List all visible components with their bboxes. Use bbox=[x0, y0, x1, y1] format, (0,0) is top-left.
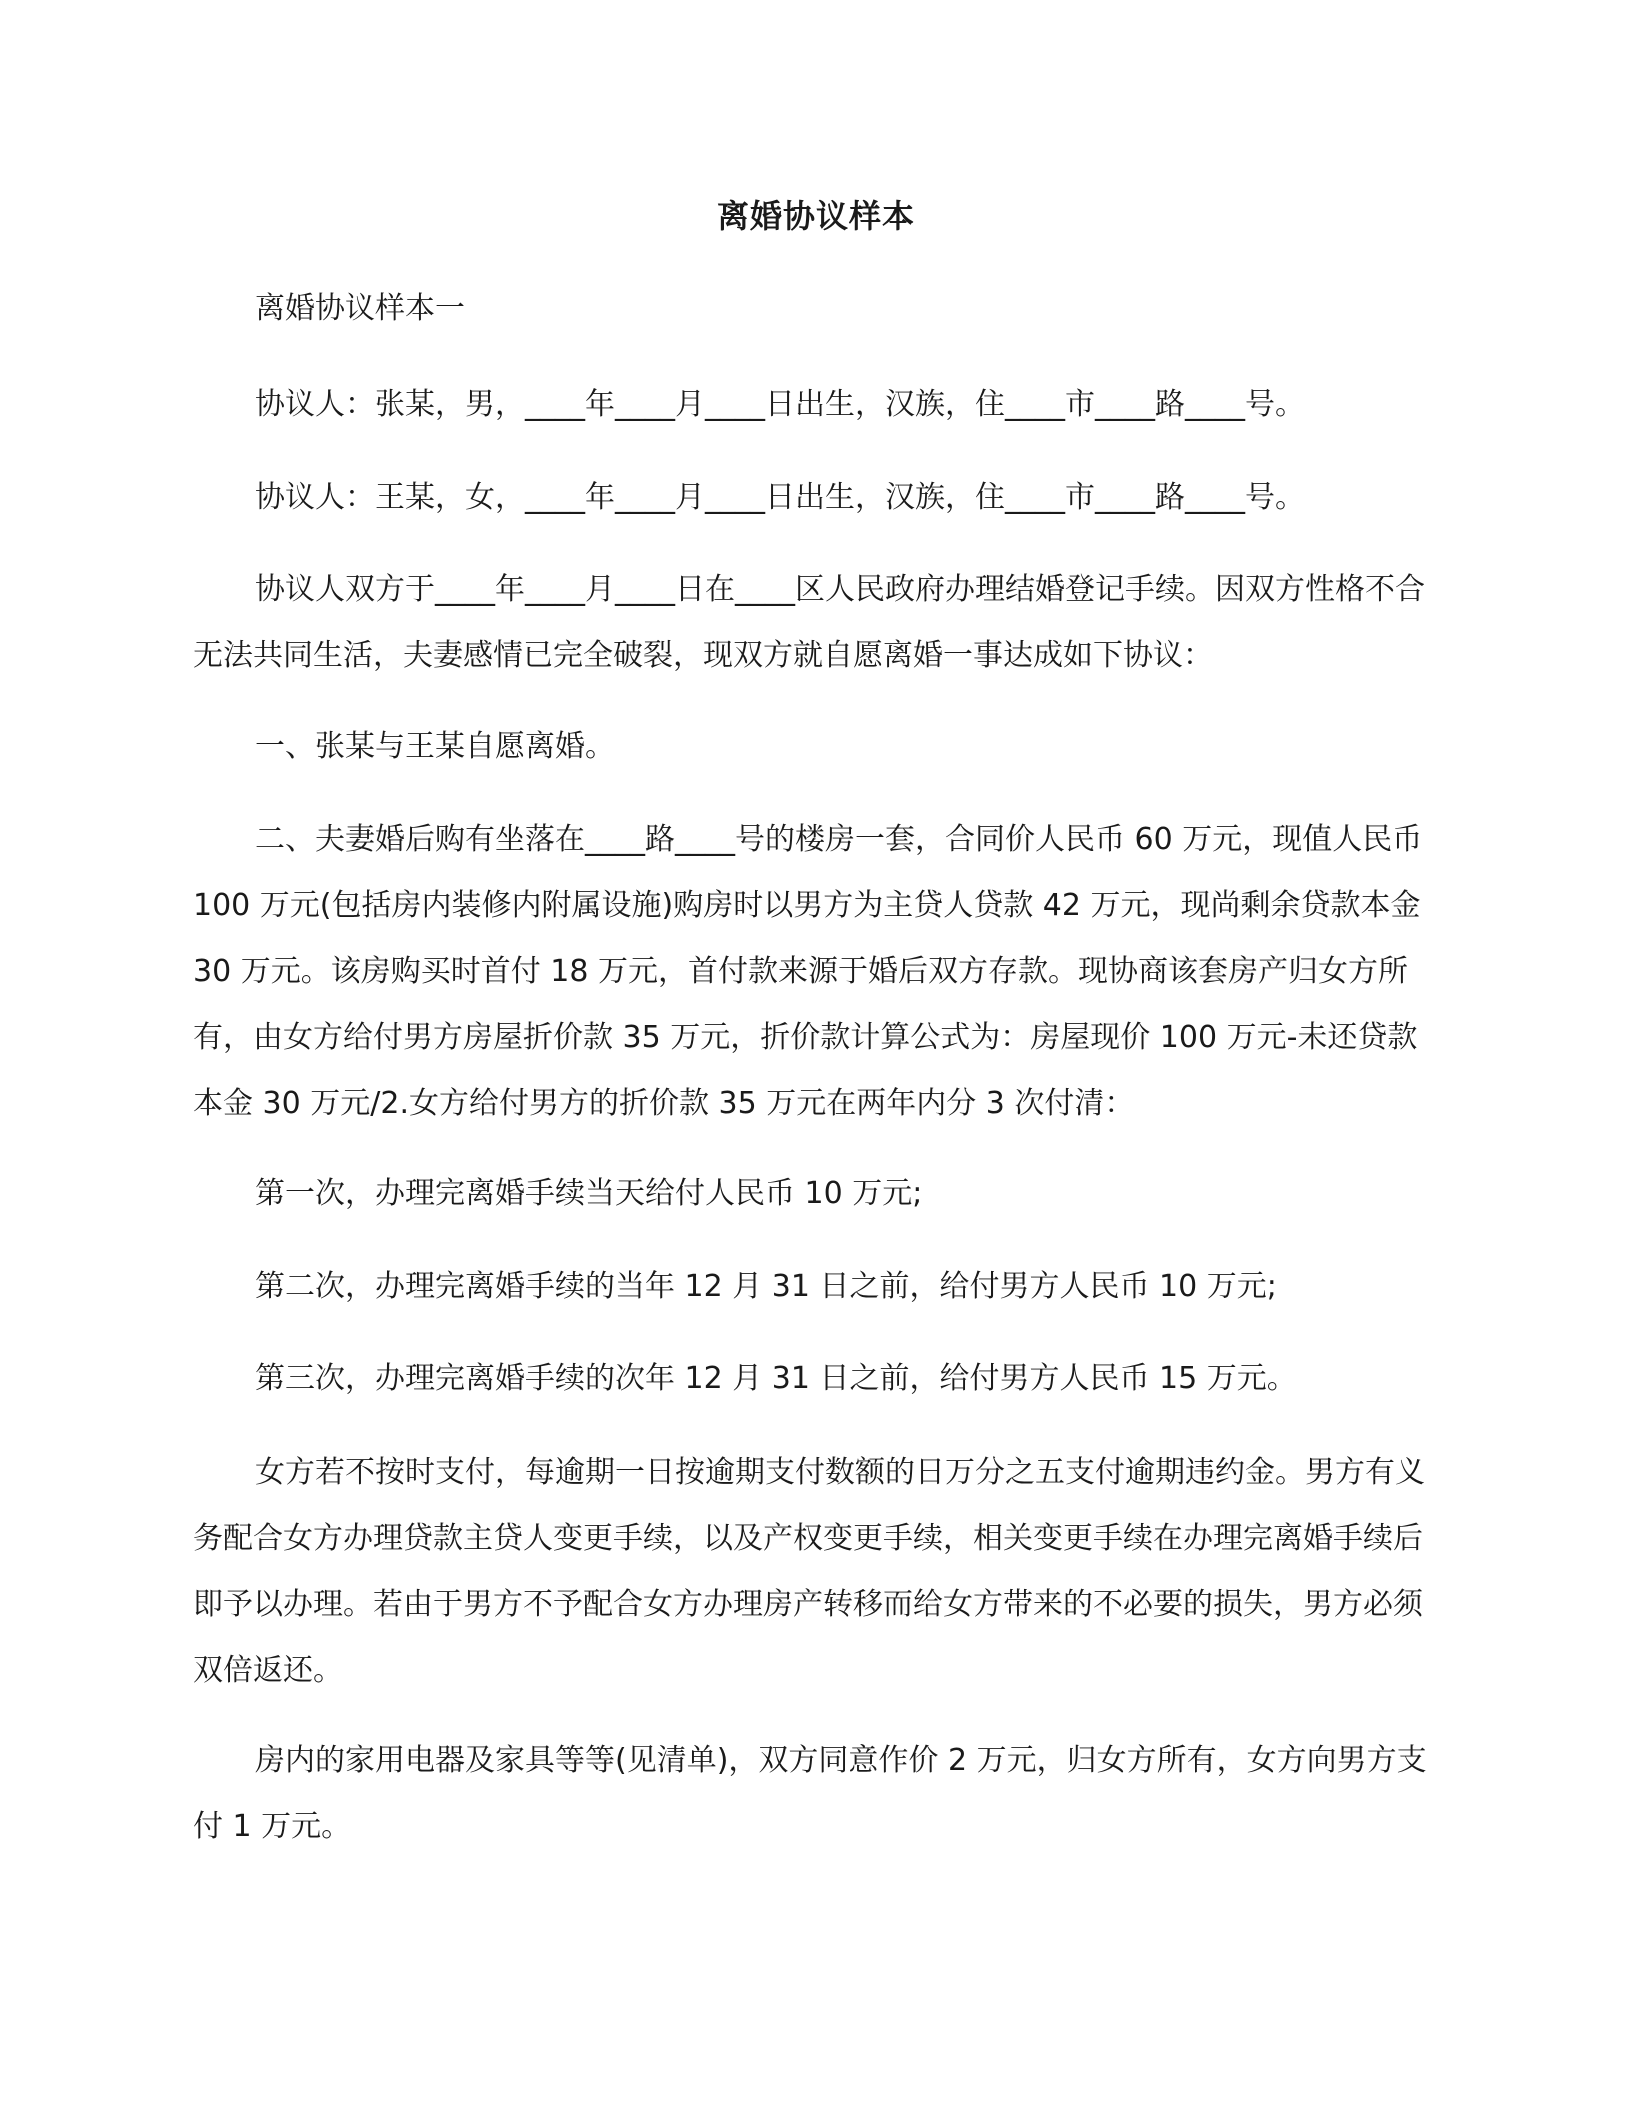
clause-1-paragraph: 一、张某与王某自愿离婚。 bbox=[255, 729, 615, 764]
party-2-paragraph: 协议人：王某，女，____年____月____日出生，汉族，住____市____路____号。 bbox=[255, 480, 1305, 515]
party-1-paragraph: 协议人：张某，男，____年____月____日出生，汉族，住____市____路____号。 bbox=[255, 387, 1305, 422]
preamble-paragraph: 协议人双方于____年____月____日在____区人民政府办理结婚登记手续。因双方性格不合无法共同生活，夫妻感情已完全破裂，现双方就自愿离婚一事达成如下协议： bbox=[193, 572, 1425, 673]
section-heading: 离婚协议样本一 bbox=[255, 291, 465, 326]
document-title: 离婚协议样本 bbox=[716, 197, 915, 235]
clause-2-paragraph: 二、夫妻婚后购有坐落在____路____号的楼房一套，合同价人民币 60 万元，现值人民币 100 万元(包括房内装修内附属设施)购房时以男方为主贷人贷款 42 万元，现尚剩余贷款本金 30 万元。该房购买时首付 18 万元，首付款来源于婚后双方存款。现协商该套房产归女方所有，由女方给付男方房屋折价款 35 万元，折价款计算公式为：房屋现价 100 万元-未还贷款本金 30 万元/2.女方给付男方的折价款 35 万元在两年内分 3 次付清： bbox=[193, 822, 1423, 1121]
late-payment-paragraph: 女方若不按时支付，每逾期一日按逾期支付数额的日万分之五支付逾期违约金。男方有义务配合女方办理贷款主贷人变更手续，以及产权变更手续，相关变更手续在办理完离婚手续后即予以办理。若由于男方不予配合女方办理房产转移而给女方带来的不必要的损失，男方必须双倍返还。 bbox=[193, 1455, 1425, 1688]
payment-1-paragraph: 第一次，办理完离婚手续当天给付人民币 10 万元; bbox=[255, 1176, 923, 1211]
appliances-paragraph: 房内的家用电器及家具等等(见清单)，双方同意作价 2 万元，归女方所有，女方向男方支付 1 万元。 bbox=[193, 1743, 1427, 1844]
payment-3-paragraph: 第三次，办理完离婚手续的次年 12 月 31 日之前，给付男方人民币 15 万元。 bbox=[255, 1361, 1297, 1396]
payment-2-paragraph: 第二次，办理完离婚手续的当年 12 月 31 日之前，给付男方人民币 10 万元; bbox=[255, 1269, 1277, 1304]
